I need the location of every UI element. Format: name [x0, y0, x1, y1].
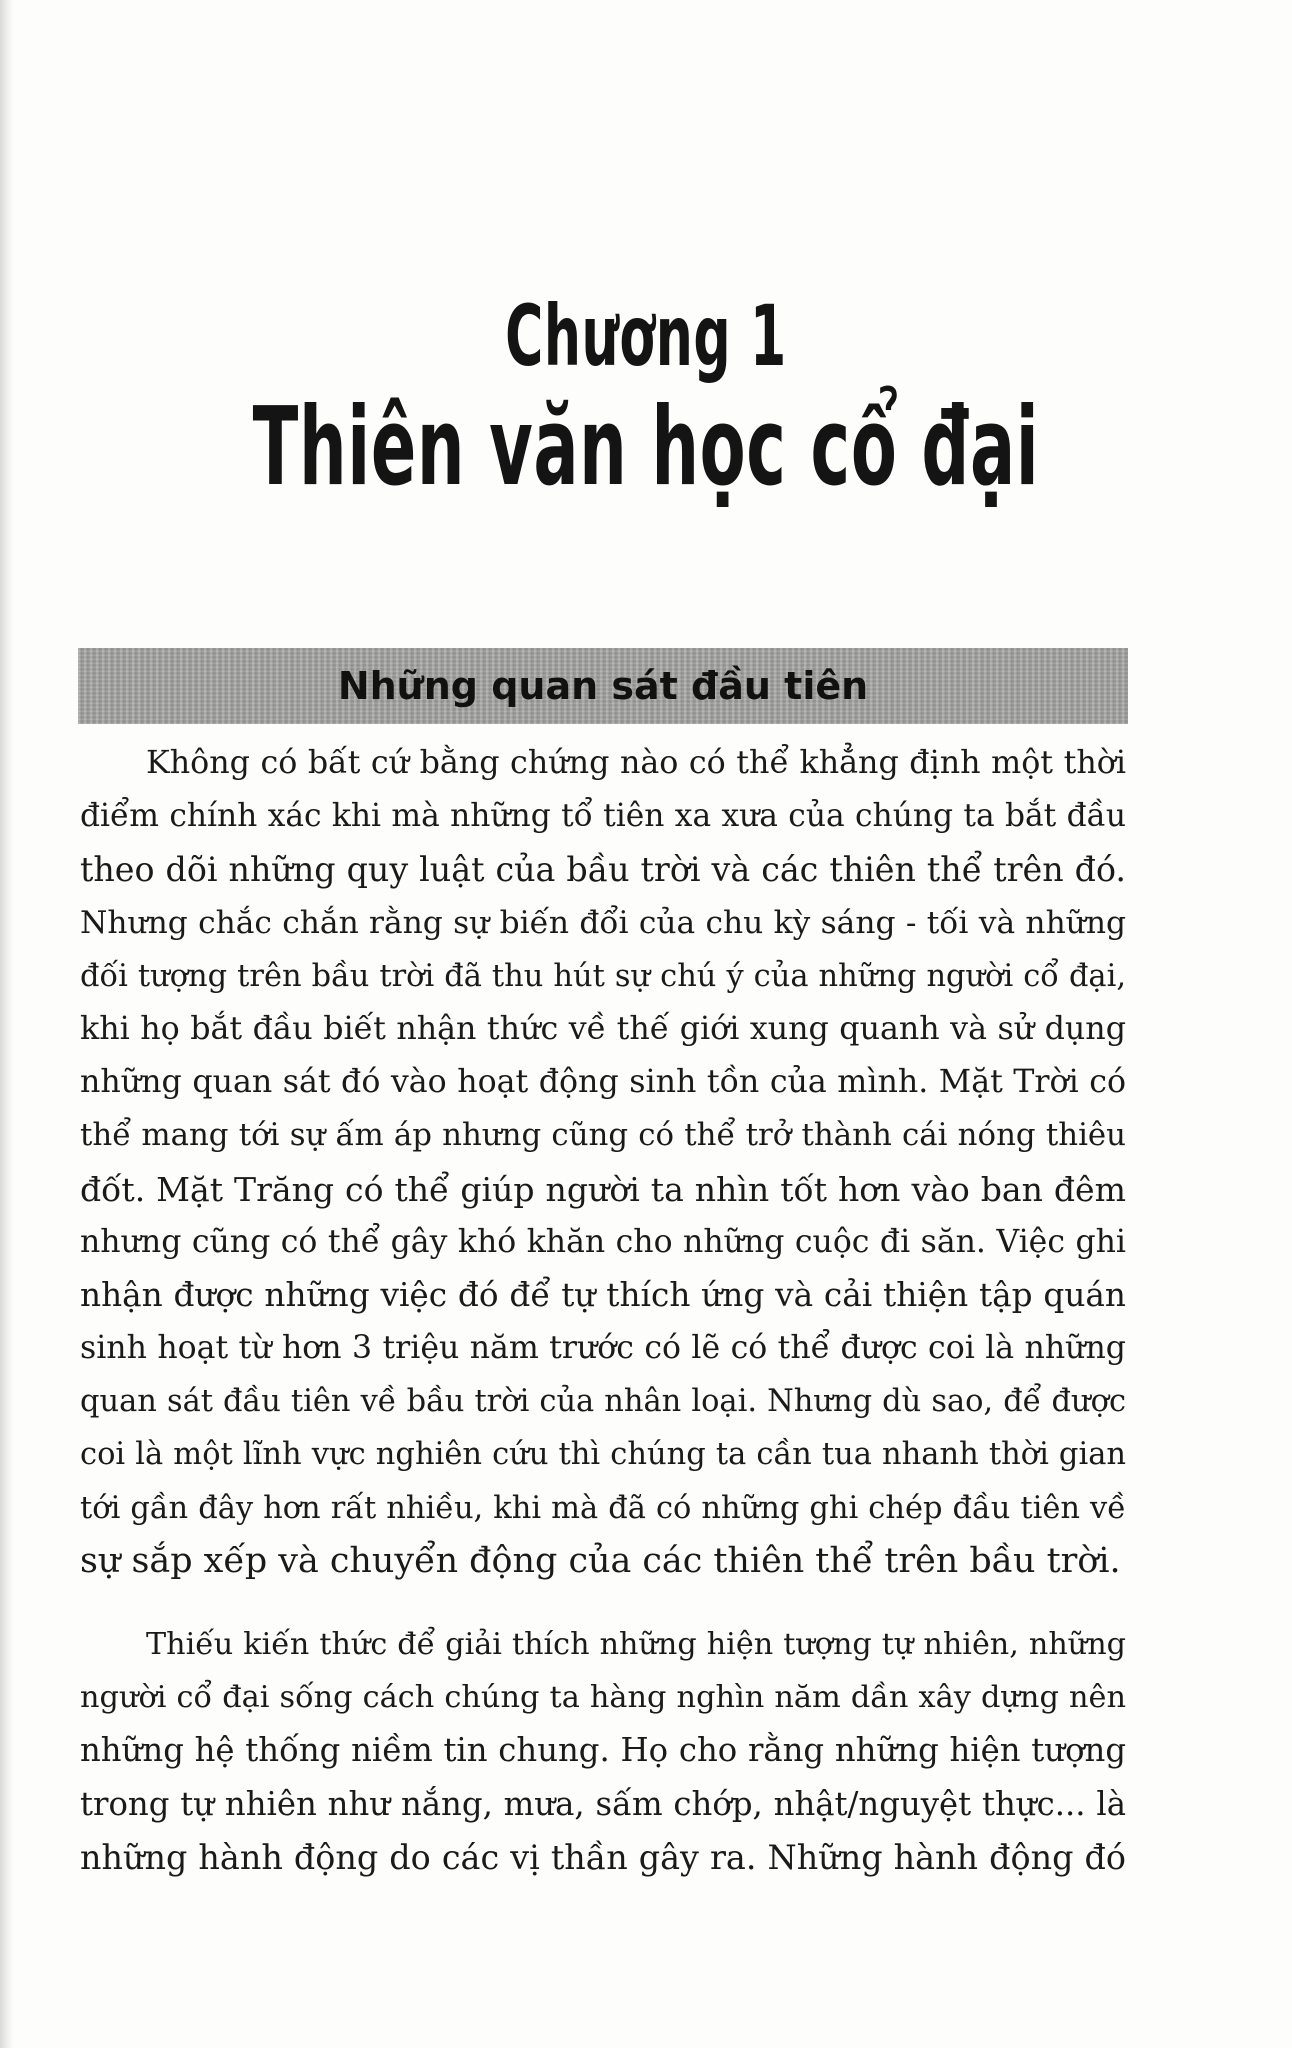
chapter-label: Chương 1 [505, 287, 787, 385]
paragraph-line: Không có bất cứ bằng chứng nào có thể khẳng định một thời [146, 745, 1126, 781]
paragraph-2 [80, 1618, 1126, 1884]
paragraph-line: sinh hoạt từ hơn 3 triệu năm trước có lẽ có thể được coi là những [80, 1330, 1126, 1367]
paragraph-line: đốt. Mặt Trăng có thể giúp người ta nhìn tốt hơn vào ban đêm [80, 1169, 1126, 1209]
paragraph-line: Nhưng chắc chắn rằng sự biến đổi của chu kỳ sáng - tối và những [80, 904, 1126, 941]
paragraph-1 [80, 737, 1126, 1588]
paragraph-line: tới gần đây hơn rất nhiều, khi mà đã có những ghi chép đầu tiên về [80, 1490, 1126, 1526]
paragraph-line: những quan sát đó vào hoạt động sinh tồn của mình. Mặt Trời có [80, 1064, 1126, 1101]
paragraph-line: thể mang tới sự ấm áp nhưng cũng có thể trở thành cái nóng thiêu [80, 1117, 1126, 1154]
paragraph-line: đối tượng trên bầu trời đã thu hút sự chú ý của những người cổ đại, [80, 958, 1126, 994]
paragraph-line: những hệ thống niềm tin chung. Họ cho rằng những hiện tượng [80, 1731, 1126, 1770]
paragraph-line: nhận được những việc đó để tự thích ứng và cải thiện tập quán [80, 1275, 1126, 1314]
paragraph-line: coi là một lĩnh vực nghiên cứu thì chúng ta cần tua nhanh thời gian [80, 1437, 1126, 1473]
paragraph-line: trong tự nhiên như nắng, mưa, sấm chớp, nhật/nguyệt thực... là [80, 1784, 1126, 1823]
paragraph-line: người cổ đại sống cách chúng ta hàng nghìn năm dần xây dựng nên [80, 1680, 1126, 1716]
paragraph-line: theo dõi những quy luật của bầu trời và các thiên thể trên đó. [80, 850, 1126, 890]
paragraph-line: những hành động do các vị thần gây ra. Những hành động đó [80, 1837, 1126, 1877]
paragraph-line: quan sát đầu tiên về bầu trời của nhân loại. Nhưng dù sao, để được [80, 1384, 1126, 1420]
paragraph-line: Thiếu kiến thức để giải thích những hiện tượng tự nhiên, những [146, 1627, 1126, 1662]
page-edge-shadow [0, 0, 14, 2048]
chapter-title: Thiên văn học cổ đại [252, 385, 1040, 510]
paragraph-line: khi họ bắt đầu biết nhận thức về thế giới xung quanh và sử dụng [80, 1010, 1126, 1047]
paragraph-line: nhưng cũng có thể gây khó khăn cho những cuộc đi săn. Việc ghi [80, 1223, 1126, 1260]
section-title: Những quan sát đầu tiên [337, 664, 869, 708]
paragraph-line: sự sắp xếp và chuyển động của các thiên thể trên bầu trời. [80, 1540, 1121, 1581]
paragraph-line: điểm chính xác khi mà những tổ tiên xa xưa của chúng ta bắt đầu [80, 798, 1126, 835]
